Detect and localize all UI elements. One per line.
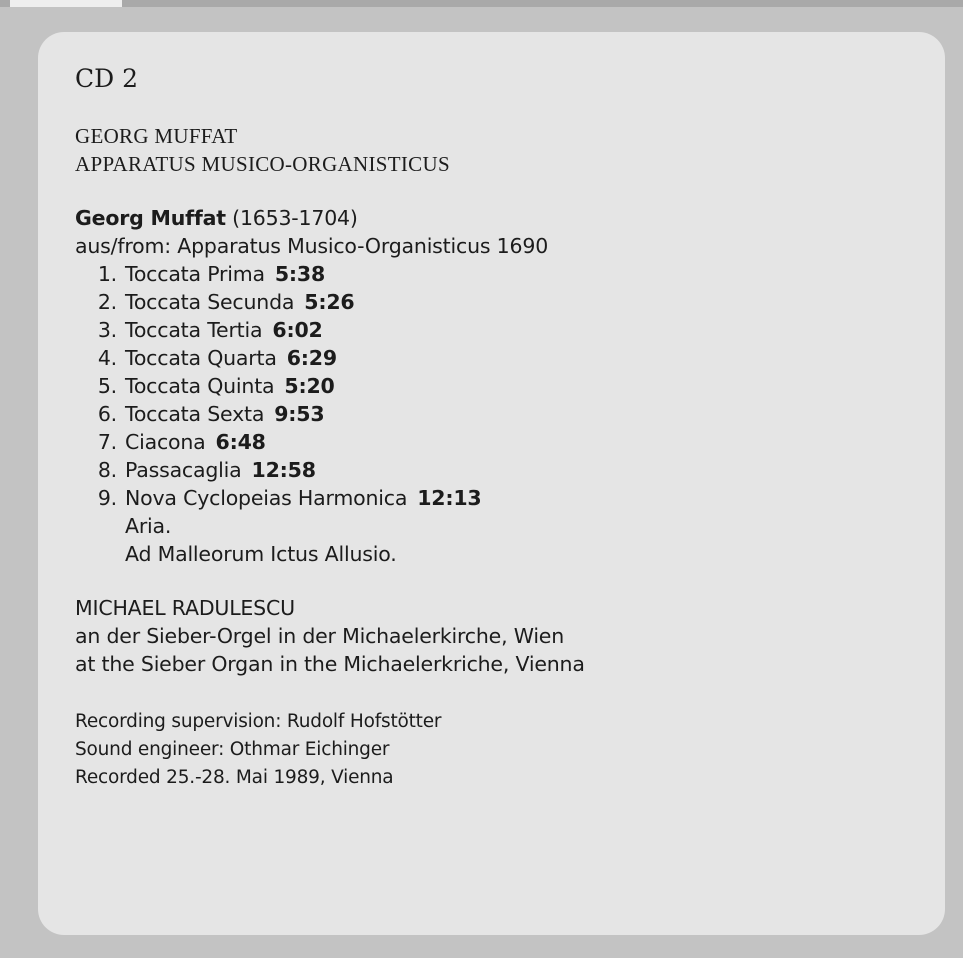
track-item: [75, 290, 354, 314]
scan-edge-highlight: [10, 0, 122, 7]
scan-edge: [0, 0, 963, 7]
track-item: [75, 402, 324, 426]
track-duration: 5:38: [274, 262, 326, 286]
track-item: [75, 486, 481, 510]
composer-heading: GEORG MUFFAT: [75, 124, 238, 148]
track-duration: 5:26: [304, 290, 355, 314]
work-heading: APPARATUS MUSICO-ORGANISTICUS: [75, 152, 450, 176]
track-duration: 9:53: [274, 402, 325, 426]
track-title: Toccata Tertia: [125, 318, 263, 342]
track-title: Ciacona: [125, 430, 206, 454]
track-item: [75, 374, 335, 398]
track-duration: 12:13: [417, 486, 482, 510]
track-title: Toccata Sexta: [125, 402, 265, 426]
track-title: Toccata Quinta: [125, 374, 275, 398]
track9-part: Aria.: [125, 514, 172, 538]
source-line: aus/from: Apparatus Musico-Organisticus 1690: [75, 234, 549, 258]
track-number: 5.: [97, 374, 117, 398]
track-number: 2.: [97, 290, 117, 314]
performer-name: MICHAEL RADULESCU: [75, 596, 295, 620]
track-item: [75, 458, 316, 482]
performer-instrument-en: at the Sieber Organ in the Michaelerkriche, Vienna: [75, 652, 585, 676]
credit-line: Sound engineer: Othmar Eichinger: [75, 739, 390, 760]
track-item: [75, 318, 323, 342]
track-number: 4.: [97, 346, 117, 370]
track-item: [75, 346, 337, 370]
disc-label: CD 2: [75, 64, 139, 93]
composer-dates: (1653-1704): [232, 206, 358, 230]
track-number: 6.: [97, 402, 117, 426]
track-duration: 6:48: [215, 430, 266, 454]
track-duration: 12:58: [251, 458, 316, 482]
credit-line: Recording supervision: Rudolf Hofstötter: [75, 711, 442, 732]
track-title: Passacaglia: [125, 458, 242, 482]
track-item: [75, 430, 266, 454]
composer-name: Georg Muffat: [75, 206, 226, 230]
track-title: Toccata Quarta: [125, 346, 277, 370]
track-duration: 6:29: [286, 346, 337, 370]
track-number: 1.: [97, 262, 117, 286]
track-number: 8.: [97, 458, 117, 482]
track-duration: 6:02: [272, 318, 323, 342]
track-title: Toccata Secunda: [125, 290, 295, 314]
track-title: Toccata Prima: [125, 262, 265, 286]
performer-instrument-de: an der Sieber-Orgel in der Michaelerkirche, Wien: [75, 624, 565, 648]
track-item: [75, 262, 325, 286]
composer-line: [75, 206, 358, 230]
credit-line: Recorded 25.-28. Mai 1989, Vienna: [75, 767, 394, 788]
track-title: Nova Cyclopeias Harmonica: [125, 486, 408, 510]
track-number: 9.: [97, 486, 117, 510]
track9-part: Ad Malleorum Ictus Allusio.: [125, 542, 397, 566]
track-number: 3.: [97, 318, 117, 342]
track-duration: 5:20: [284, 374, 335, 398]
track-number: 7.: [97, 430, 117, 454]
